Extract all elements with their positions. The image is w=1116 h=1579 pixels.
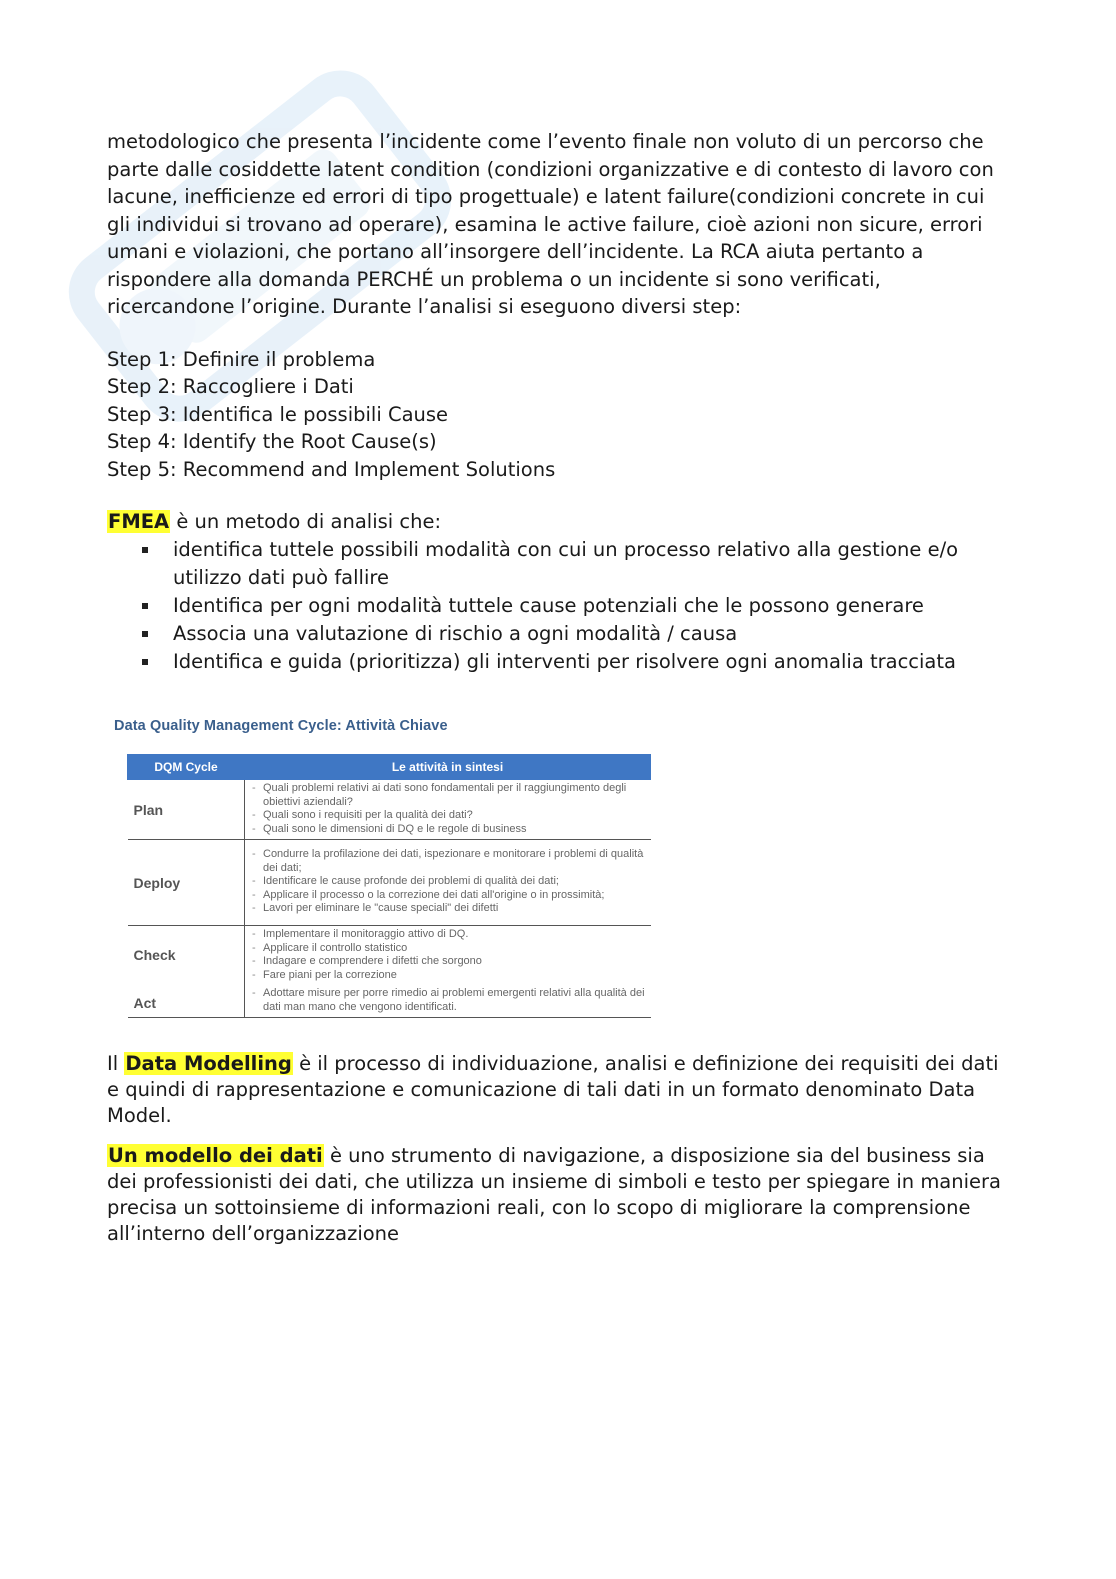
fmea-intro [107,508,1007,536]
modello-paragraph [107,1143,1007,1247]
phase-deploy: Deploy [128,840,245,926]
phase-act: Act [133,994,157,1011]
fmea-lead: è un metodo di analisi che: [170,510,442,533]
activity-item: - Indagare e comprendere i difetti che sorgono [263,955,647,969]
activity-item: - Applicare il processo o la correzione dei dati all'origine o in prossimità; [263,889,647,903]
activities-check-act [245,926,651,1018]
step-item: Step 3: Identifica le possibili Cause [107,402,449,426]
table-header-activities: Le attività in sintesi [245,755,651,780]
fmea-bullet: Associa una valutazione di rischio a ogni modalità / causa [173,620,1007,648]
data-modelling-pre: Il [107,1052,125,1075]
dqm-table [127,754,651,1018]
table-row [128,840,651,926]
phase-check: Check [133,946,176,963]
dqm-figure [114,718,654,1013]
activity-item: - Condurre la profilazione dei dati, ispezionare e monitorare i problemi di qualità dei dati; [263,848,647,875]
table-row [128,780,651,840]
steps-list [107,346,1007,484]
phase-plan: Plan [128,780,245,840]
activities-plan [245,780,651,840]
step-item: Step 4: Identify the Root Cause(s) [107,430,437,453]
step-item: Step 5: Recommend and Implement Solutions [107,457,556,481]
modello-text: è uno strumento di navigazione, a disposizione sia del business sia dei professionisti dei dati, che utilizza un insieme di simboli e testo per spiegare in maniera precisa un sottoinsieme di informazioni reali, con lo scopo di migliorare la comprensione all’interno dell’organizzazione [107,1144,1002,1245]
fmea-bullet: identifica tuttele possibili modalità con cui un processo relativo alla gestione e/o utilizzo dati può fallire [173,536,1007,592]
table-row [128,926,651,1018]
activity-item: - Identificare le cause profonde dei problemi di qualità dei dati; [263,875,647,889]
activity-item: - Applicare il controllo statistico [263,942,647,956]
activity-item: - Implementare il monitoraggio attivo di DQ. [263,928,647,942]
data-modelling-term: Data Modelling [125,1052,292,1075]
fmea-term: FMEA [108,510,170,533]
activity-item: - Adottare misure per porre rimedio ai problemi emergenti relativi alla qualità dei dati man mano che vengono identificati. [263,987,647,1014]
data-modelling-section [107,1051,1007,1247]
data-modelling-text: è il processo di individuazione, analisi e definizione dei requisiti dei dati e quindi di rappresentazione e comunicazione di tali dati in un formato denominato Data Model. [107,1052,999,1127]
activity-item: - Quali sono le dimensioni di DQ e le regole di business [263,823,647,837]
document-body [107,128,1007,676]
table-header-cycle: DQM Cycle [128,755,245,780]
fmea-bullet-list [107,536,1007,676]
activity-item: - Quali sono i requisiti per la qualità dei dati? [263,809,647,823]
fmea-bullet: Identifica per ogni modalità tuttele cause potenziali che le possono generare [173,592,1007,620]
step-item: Step 2: Raccogliere i Dati [107,375,354,398]
figure-title: Data Quality Management Cycle: Attività Chiave [114,718,448,734]
data-modelling-paragraph [107,1051,1007,1129]
activity-item: - Fare piani per la correzione [263,969,647,983]
activities-deploy [245,840,651,926]
fmea-bullet: Identifica e guida (prioritizza) gli interventi per risolvere ogni anomalia tracciata [173,648,1007,676]
intro-paragraph: metodologico che presenta l’incidente come l’evento finale non voluto di un percorso che parte dalle cosiddette latent condition (condizioni organizzative e di contesto di lavoro con lacune, inefficienze ed errori di tipo progettuale) e latent failure(condizioni concrete in cui gli individui si trovano ad operare), esamina le active failure, cioè azioni non sicure, errori umani e violazioni, che portano all’insorgere dell’incidente. La RCA aiuta pertanto a rispondere alla domanda PERCHÉ un problema o un incidente si sono verificati, ricercandone l’origine. Durante l’analisi si eseguono diversi step: [107,130,994,318]
phase-check-act [128,926,245,1018]
modello-term: Un modello dei dati [108,1144,323,1167]
fmea-section [107,508,1007,676]
activity-item: - Quali problemi relativi ai dati sono fondamentali per il raggiungimento degli obiettivi aziendali? [263,782,647,809]
step-item: Step 1: Definire il problema [107,347,376,371]
activity-item: - Lavori per eliminare le "cause speciali" dei difetti [263,902,647,916]
